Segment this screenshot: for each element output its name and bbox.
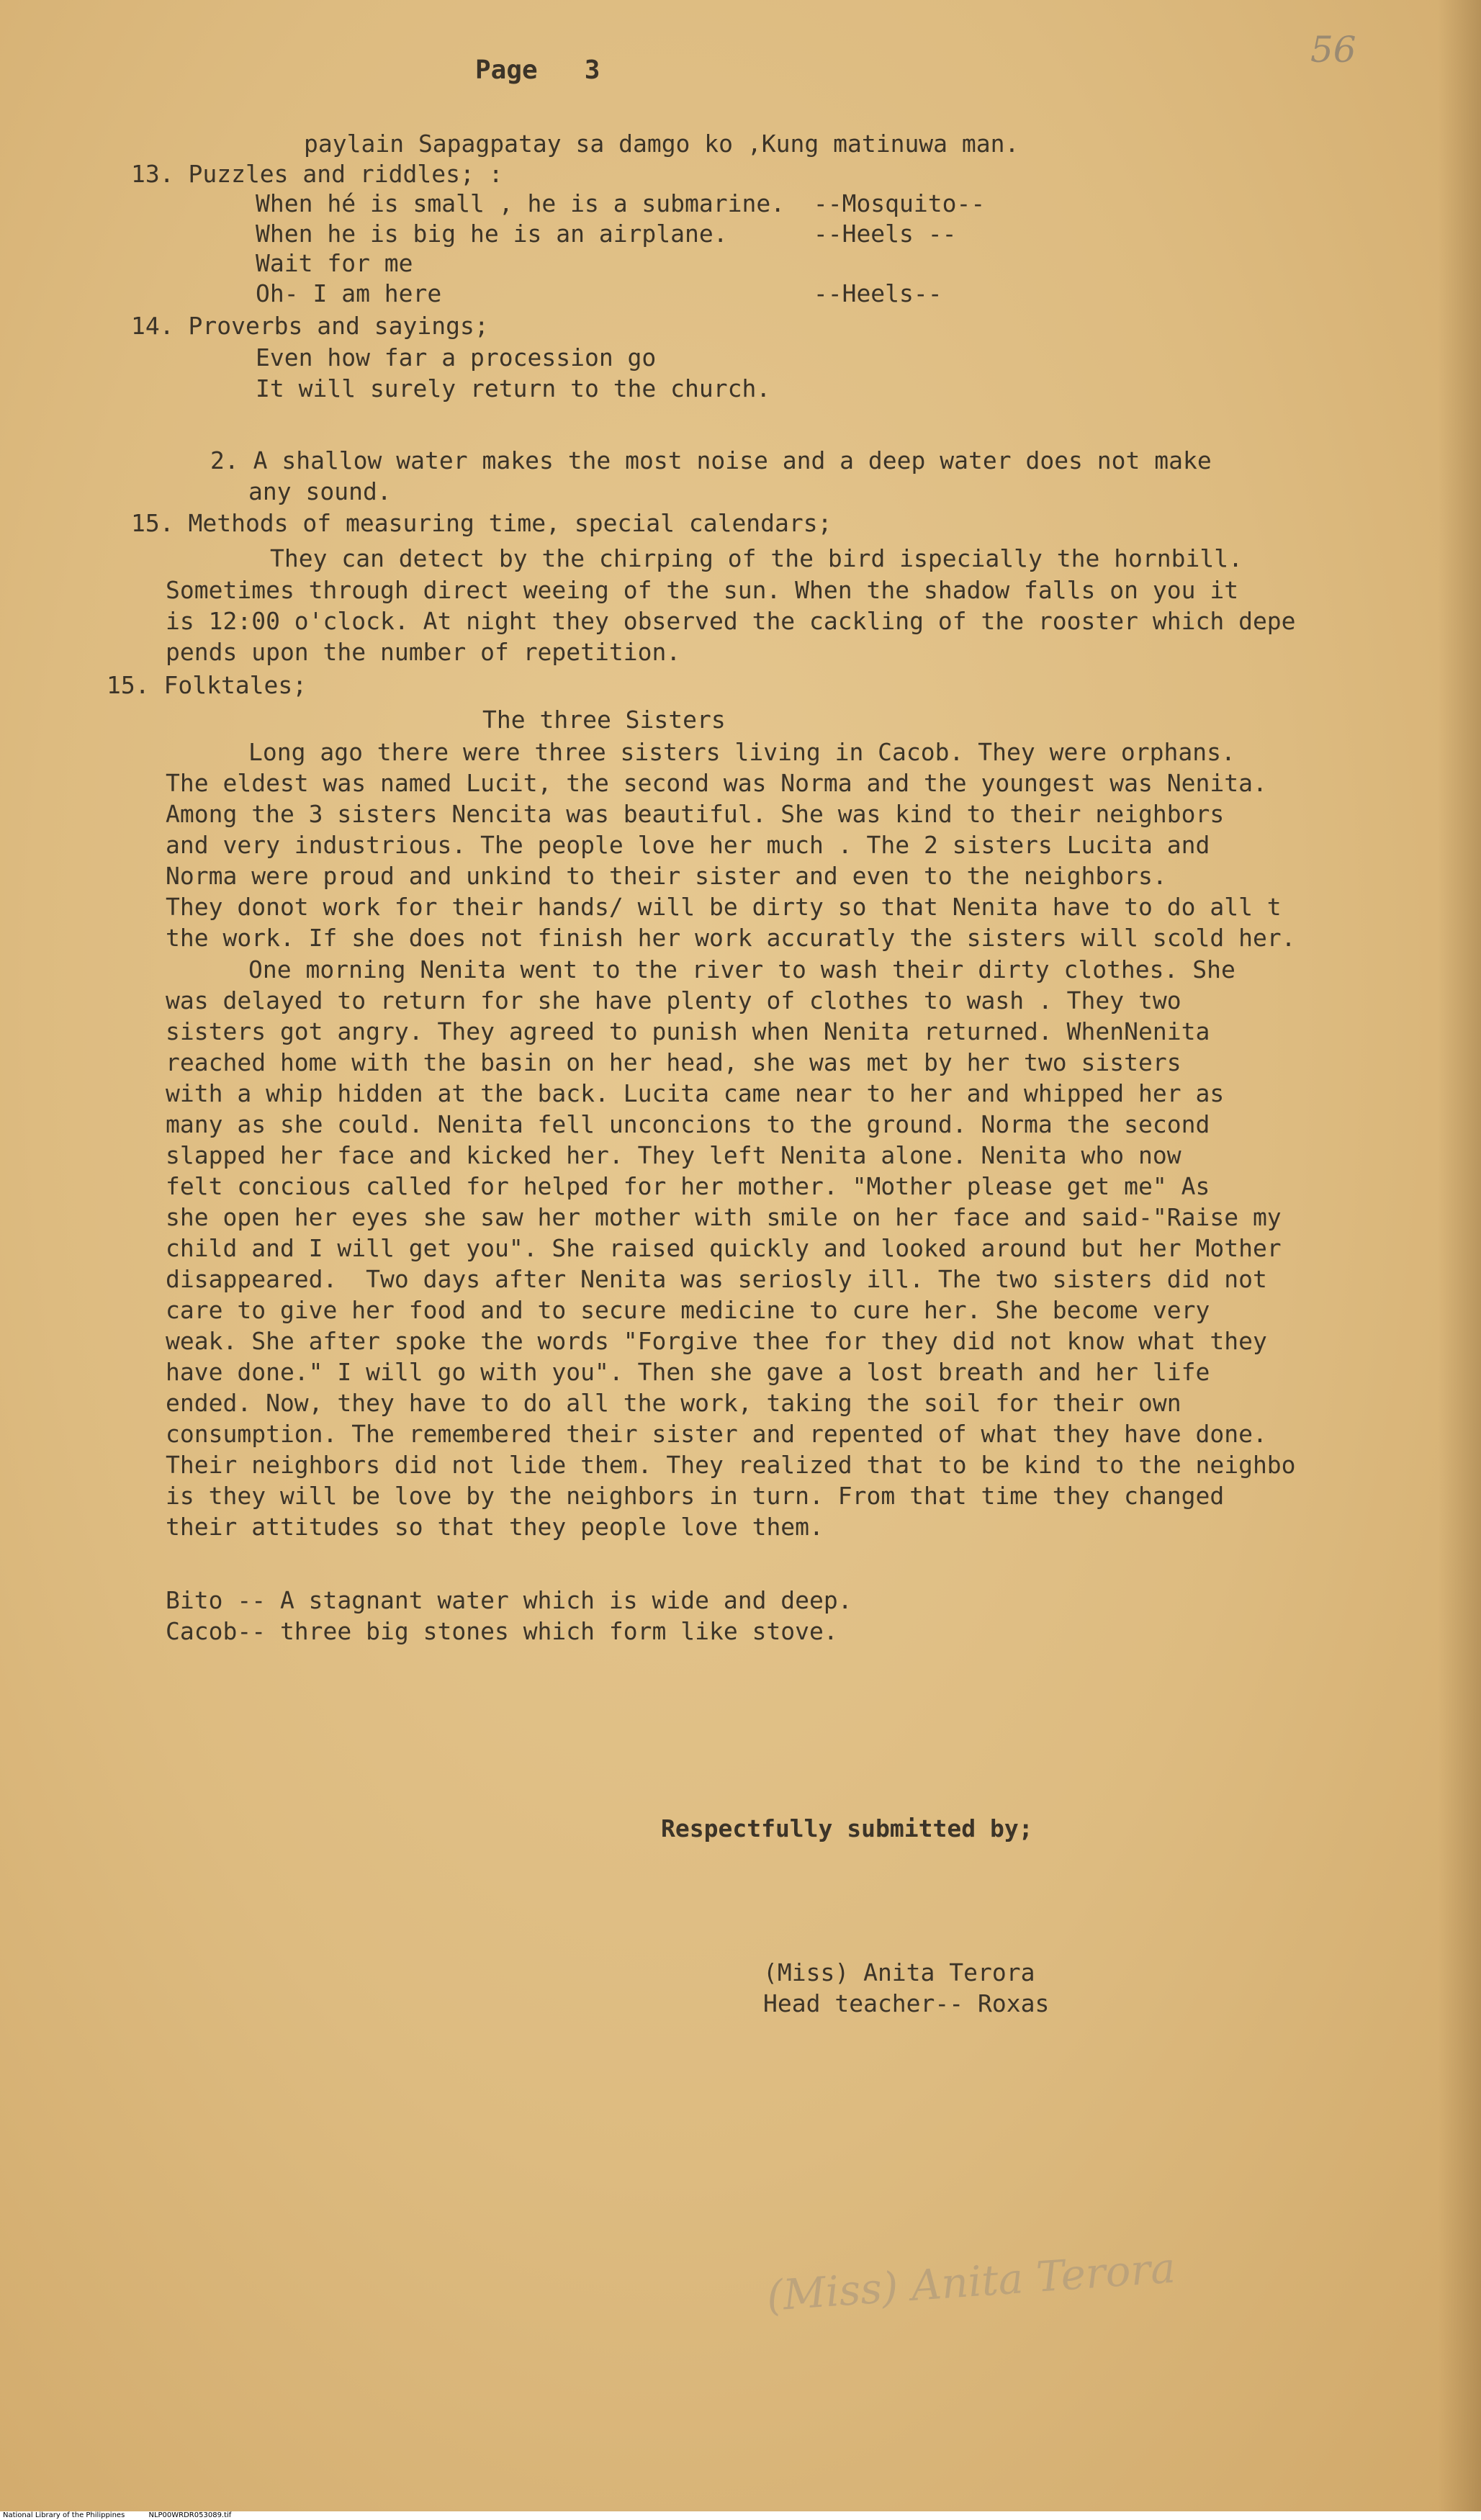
- story-line-8: One morning Nenita went to the river to wash their dirty clothes. She: [248, 955, 1235, 984]
- story-line-9: was delayed to return for she have plenty of clothes to wash . They two: [166, 986, 1181, 1014]
- story-line-13: many as she could. Nenita fell unconcions to the ground. Norma the second: [166, 1110, 1210, 1138]
- story-line-7: the work. If she does not finish her work accuratly the sisters will scold her.: [166, 924, 1296, 952]
- story-title: The three Sisters: [482, 706, 726, 734]
- riddle-line-4: Oh- I am here --Heels--: [256, 279, 942, 307]
- story-line-21: have done." I will go with you". Then she gave a lost breath and her life: [166, 1358, 1210, 1386]
- time-line-4: pends upon the number of repetition.: [166, 638, 681, 666]
- story-line-15: felt concious called for helped for her mother. "Mother please get me" As: [166, 1172, 1210, 1200]
- footer-filename: NLP00WRDR053089.tif: [148, 2511, 232, 2519]
- story-line-1: Long ago there were three sisters living in Cacob. They were orphans.: [248, 738, 1235, 766]
- handwritten-signature: (Miss) Anita Terora: [765, 2243, 1177, 2321]
- story-line-26: their attitudes so that they people love them.: [166, 1513, 824, 1541]
- riddle-line-2: When he is big he is an airplane. --Heels --: [256, 220, 957, 248]
- story-line-2: The eldest was named Lucit, the second was Norma and the youngest was Nenita.: [166, 769, 1267, 797]
- story-line-3: Among the 3 sisters Nencita was beautiful. She was kind to their neighbors: [166, 800, 1225, 828]
- story-line-5: Norma were proud and unkind to their sister and even to the neighbors.: [166, 862, 1167, 890]
- heading-measuring-time: 15. Methods of measuring time, special calendars;: [131, 509, 832, 537]
- proverb-line-1: Even how far a procession go: [256, 343, 657, 372]
- closing-respectfully: Respectfully submitted by;: [661, 1814, 1033, 1842]
- story-line-10: sisters got angry. They agreed to punish when Nenita returned. WhenNenita: [166, 1017, 1210, 1045]
- time-line-1: They can detect by the chirping of the bird ispecially the hornbill.: [270, 544, 1243, 572]
- riddle-line-3: Wait for me: [256, 249, 413, 277]
- text-line-1: paylain Sapagpatay sa damgo ko ,Kung matinuwa man.: [304, 130, 1019, 158]
- story-line-18: disappeared. Two days after Nenita was seriosly ill. The two sisters did not: [166, 1265, 1267, 1293]
- handwritten-page-number: 56: [1310, 29, 1356, 71]
- story-line-22: ended. Now, they have to do all the work, taking the soil for their own: [166, 1389, 1181, 1417]
- footer-library: National Library of the Philippines: [3, 2511, 125, 2519]
- proverb-2-line-1: 2. A shallow water makes the most noise and a deep water does not make: [210, 446, 1212, 474]
- story-line-14: slapped her face and kicked her. They left Nenita alone. Nenita who now: [166, 1141, 1181, 1169]
- time-line-2: Sometimes through direct weeing of the sun. When the shadow falls on you it: [166, 576, 1239, 604]
- heading-proverbs: 14. Proverbs and sayings;: [131, 312, 489, 340]
- page-header: Page 3: [475, 55, 600, 85]
- glossary-bito: Bito -- A stagnant water which is wide and deep.: [166, 1586, 852, 1614]
- story-line-17: child and I will get you". She raised quickly and looked around but her Mother: [166, 1234, 1282, 1262]
- story-line-19: care to give her food and to secure medicine to cure her. She become very: [166, 1296, 1210, 1324]
- riddle-line-1: When hé is small , he is a submarine. --Mosquito--: [256, 189, 986, 217]
- story-line-4: and very industrious. The people love her much . The 2 sisters Lucita and: [166, 831, 1210, 859]
- signatory-title: Head teacher-- Roxas: [763, 1989, 1050, 2017]
- proverb-line-2: It will surely return to the church.: [256, 374, 771, 402]
- signatory-name: (Miss) Anita Terora: [763, 1958, 1035, 1986]
- heading-folktales: 15. Folktales;: [107, 671, 307, 699]
- heading-puzzles: 13. Puzzles and riddles; :: [131, 160, 503, 188]
- story-line-12: with a whip hidden at the back. Lucita came near to her and whipped her as: [166, 1079, 1225, 1107]
- story-line-23: consumption. The remembered their sister and repented of what they have done.: [166, 1420, 1267, 1448]
- story-line-20: weak. She after spoke the words "Forgive thee for they did not know what they: [166, 1327, 1267, 1355]
- story-line-24: Their neighbors did not lide them. They realized that to be kind to the neighbo: [166, 1451, 1296, 1479]
- proverb-2-line-2: any sound.: [248, 477, 392, 505]
- story-line-11: reached home with the basin on her head, she was met by her two sisters: [166, 1048, 1181, 1076]
- story-line-6: They donot work for their hands/ will be dirty so that Nenita have to do all t: [166, 893, 1282, 921]
- story-line-25: is they will be love by the neighbors in turn. From that time they changed: [166, 1482, 1225, 1510]
- story-line-16: she open her eyes she saw her mother with smile on her face and said-"Raise my: [166, 1203, 1282, 1231]
- time-line-3: is 12:00 o'clock. At night they observed the cackling of the rooster which depe: [166, 607, 1296, 635]
- glossary-cacob: Cacob-- three big stones which form like stove.: [166, 1617, 838, 1645]
- scan-footer: [0, 2511, 1481, 2520]
- paper-edge-shadow: [1438, 0, 1481, 2511]
